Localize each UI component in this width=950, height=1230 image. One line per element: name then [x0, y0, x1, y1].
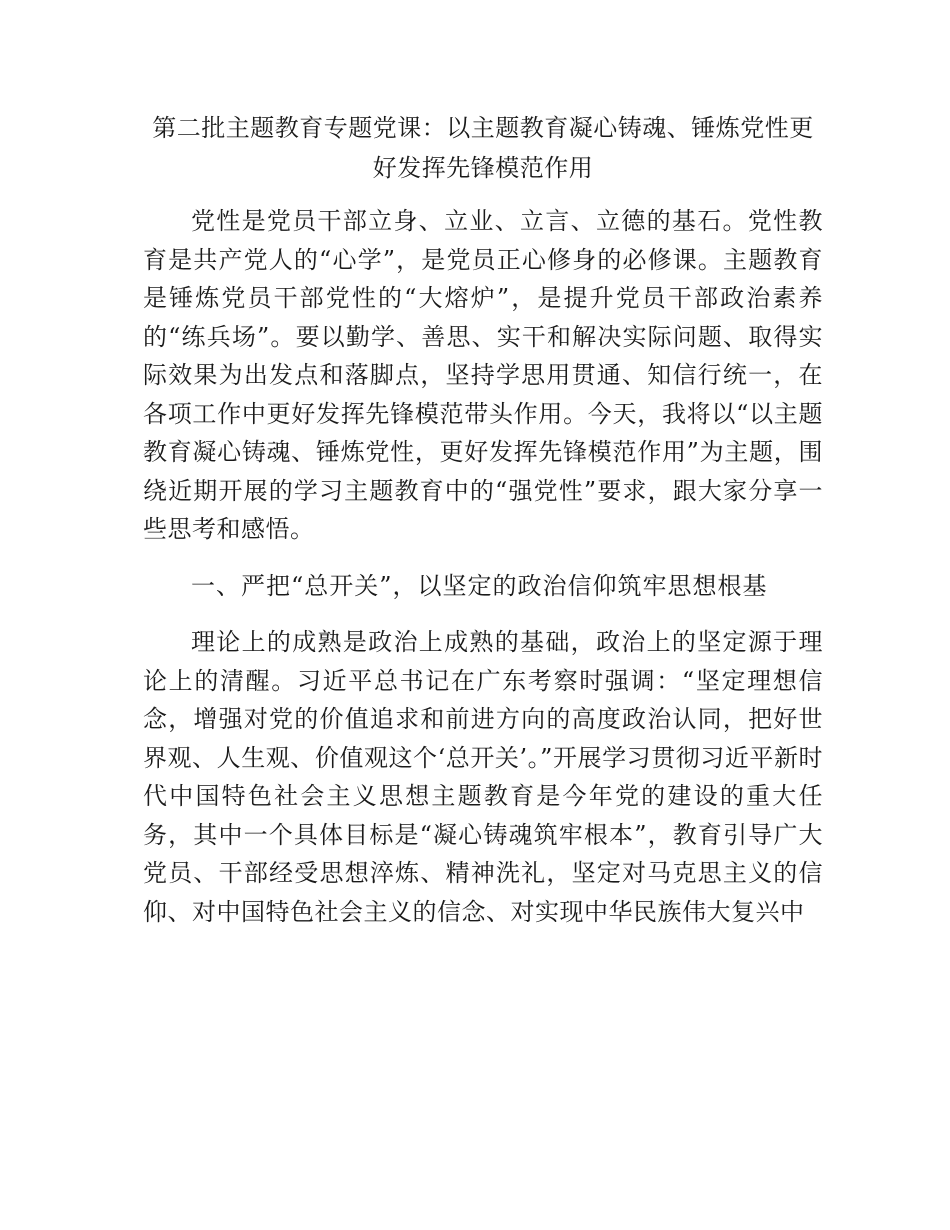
title-line-2: 好发挥先锋模范作用 [372, 154, 594, 182]
document-title [143, 108, 823, 188]
document-page [143, 108, 823, 931]
section-heading-1: 一、严把“总开关”，以坚定的政治信仰筑牢思想根基 [191, 571, 768, 600]
section-1-paragraph: 理论上的成熟是政治上成熟的基础，政治上的坚定源于理论上的清醒。习近平总书记在广东考察时强调：“坚定理想信念，增强对党的价值追求和前进方向的高度政治认同，把好世界观、人生观、价值观这个‘总开关’。”开展学习贯彻习近平新时代中国特色社会主义思想主题教育是今年党的建设的重大任务，其中一个具体目标是“凝心铸魂筑牢根本”，教育引导广大党员、干部经受思想淬炼、精神洗礼，坚定对马克思主义的信仰、对中国特色社会主义的信念、对实现中华民族伟大复兴中 [143, 628, 823, 926]
title-line-1: 第二批主题教育专题党课：以主题教育凝心铸魂、锤炼党性更 [152, 114, 814, 142]
intro-paragraph: 党性是党员干部立身、立业、立言、立德的基石。党性教育是共产党人的“心学”，是党员正心修身的必修课。主题教育是锤炼党员干部党性的“大熔炉”，是提升党员干部政治素养的“练兵场”。要以勤学、善思、实干和解决实际问题、取得实际效果为出发点和落脚点，坚持学思用贯通、知信行统一，在各项工作中更好发挥先锋模范带头作用。今天，我将以“以主题教育凝心铸魂、锤炼党性，更好发挥先锋模范作用”为主题，围绕近期开展的学习主题教育中的“强党性”要求，跟大家分享一些思考和感悟。 [143, 207, 823, 543]
